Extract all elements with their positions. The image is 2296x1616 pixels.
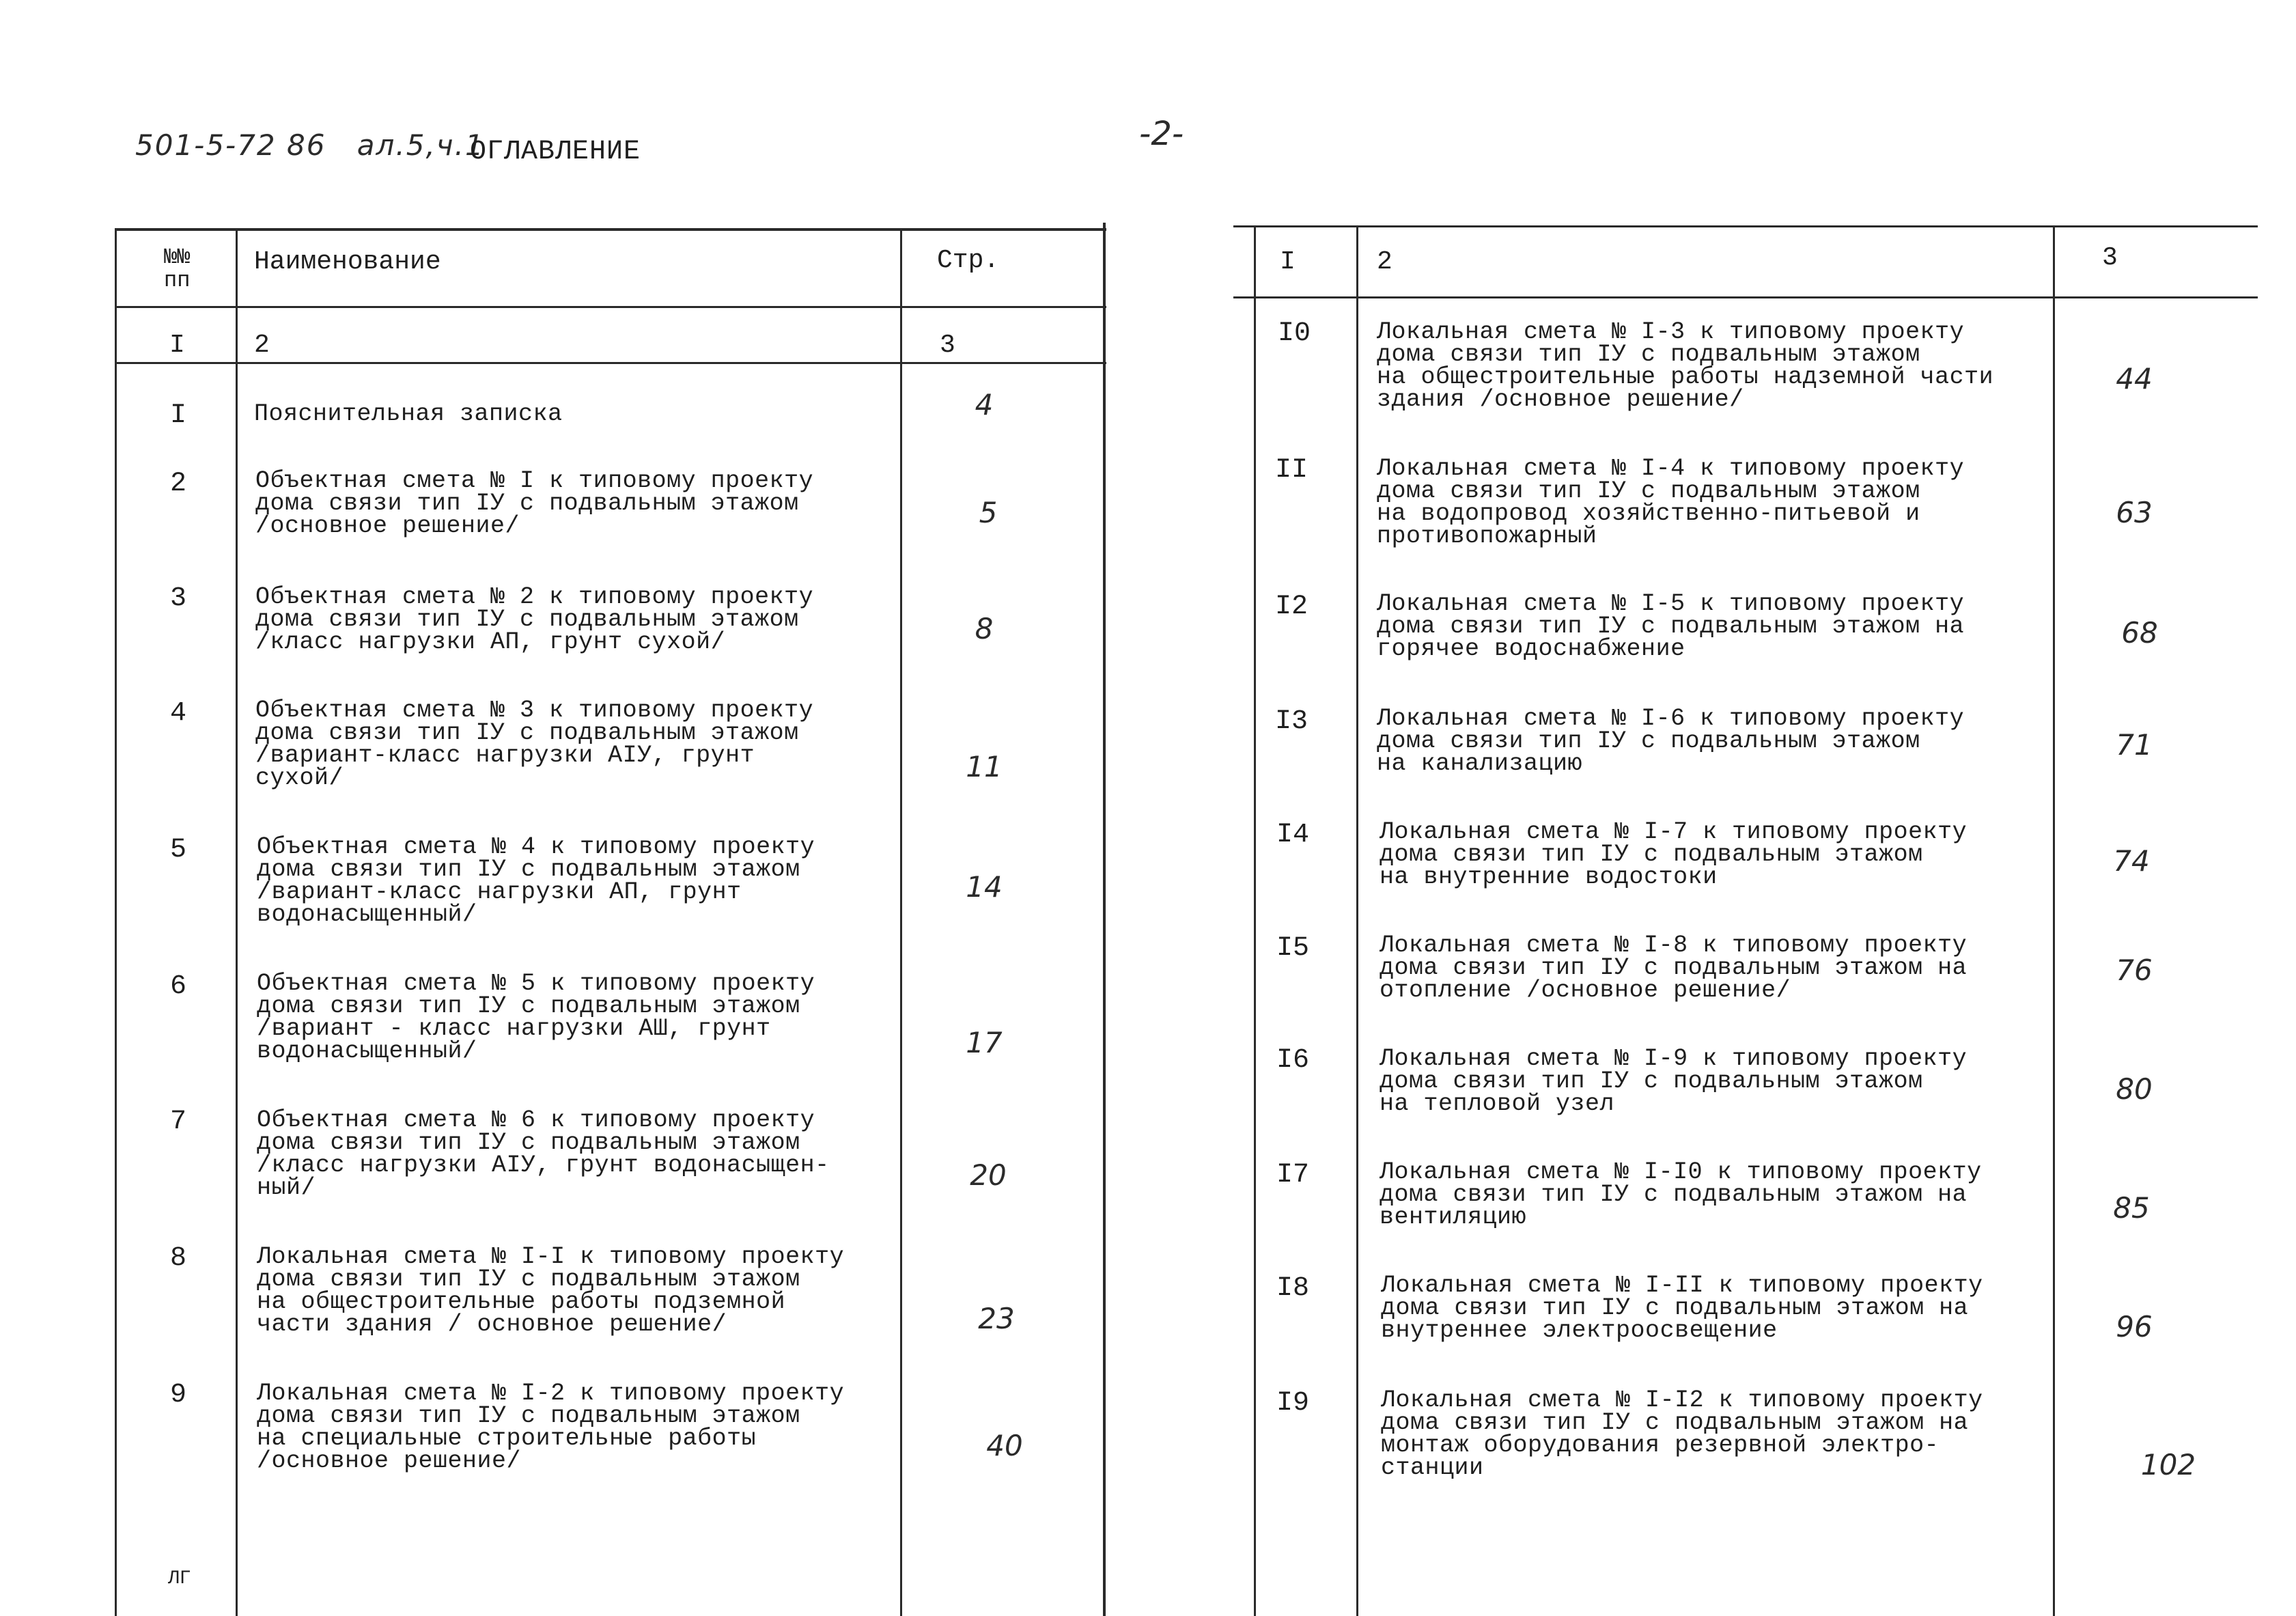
row-name: Локальная смета № I-I0 к типовому проекту дома связи тип IУ с подвальным этажом на вентиляцию [1380, 1158, 1982, 1231]
row-name: Объектная смета № 5 к типовому проекту дома связи тип IУ с подвальным этажом /вариант - класс нагрузки АШ, грунт водонасыщенный/ [257, 970, 815, 1065]
row-number: I7 [1276, 1160, 1309, 1190]
row-number: 3 [169, 583, 186, 614]
row-number: 5 [169, 835, 186, 865]
album-reference: ал.5,ч.1 [356, 128, 485, 162]
page-title: ОГЛАВЛЕНИЕ [470, 137, 641, 167]
right-col-header-num: I [1280, 247, 1296, 277]
left-table-colnum-rule [116, 362, 1106, 364]
row-page: 23 [978, 1302, 1015, 1335]
row-name: Объектная смета № 3 к типовому проекту дома связи тип IУ с подвальным этажом /вариант-класс нагрузки АIУ, грунт сухой/ [255, 697, 814, 792]
row-name: Локальная смета № I-2 к типовому проекту дома связи тип IУ с подвальным этажом на специальные строительные работы /основное решение/ [257, 1380, 845, 1475]
row-name: Объектная смета № I к типовому проекту дома связи тип IУ с подвальным этажом /основное решение/ [255, 467, 814, 540]
row-page: 68 [2121, 616, 2158, 650]
footer-mark: ЛГ [168, 1568, 191, 1589]
left-col-number-3: 3 [940, 331, 955, 360]
row-number: 6 [169, 971, 186, 1002]
row-page: 74 [2113, 844, 2150, 878]
row-page: 40 [986, 1429, 1023, 1462]
row-name: Локальная смета № I-4 к типовому проекту дома связи тип IУ с подвальным этажом на водопровод хозяйственно-питьевой и противопожарный [1377, 455, 1965, 550]
right-col-header-name: 2 [1377, 247, 1392, 277]
row-number: I0 [1277, 318, 1311, 349]
right-table-header-rule [1233, 296, 2258, 298]
row-page: 63 [2116, 496, 2153, 529]
row-name: Локальная смета № I-II к типовому проекту дома связи тип IУ с подвальным этажом на внутреннее электроосвещение [1381, 1272, 1983, 1344]
row-name: Локальная смета № I-3 к типовому проекту дома связи тип IУ с подвальным этажом на общестроительные работы надземной части здания /основное решение/ [1377, 318, 1994, 413]
left-table-col1-divider [236, 228, 238, 1616]
row-number: 9 [169, 1380, 186, 1410]
right-table-col1-divider [1356, 225, 1358, 1616]
row-page: 14 [966, 870, 1003, 904]
right-table-col2-divider [2053, 225, 2055, 1616]
row-number: I6 [1276, 1045, 1309, 1076]
left-table-col2-divider [900, 228, 902, 1616]
left-col-header-num: №№ пп [164, 245, 191, 293]
row-number: I8 [1276, 1273, 1309, 1304]
page-number: -2- [1139, 115, 1184, 153]
document-code-number: 501-5-72 86 [135, 128, 326, 162]
row-page: 20 [970, 1158, 1007, 1192]
left-col-number-1: I [169, 331, 185, 360]
row-number: 4 [169, 698, 186, 729]
row-name: Локальная смета № I-I2 к типовому проекту дома связи тип IУ с подвальным этажом на монтаж оборудования резервной электро- станции [1381, 1387, 1983, 1481]
row-page: 11 [966, 750, 1003, 783]
row-number: I4 [1276, 820, 1309, 850]
right-col-header-page: 3 [2102, 243, 2118, 273]
row-number: I2 [1274, 591, 1308, 622]
left-table-header-rule [116, 306, 1106, 308]
row-name: Локальная смета № I-9 к типовому проекту дома связи тип IУ с подвальным этажом на тепловой узел [1380, 1045, 1968, 1117]
row-name: Объектная смета № 6 к типовому проекту дома связи тип IУ с подвальным этажом /класс нагрузки АIУ, грунт водонасыщен- ный/ [257, 1106, 830, 1201]
row-number: 8 [169, 1243, 186, 1274]
row-name: Объектная смета № 4 к типовому проекту дома связи тип IУ с подвальным этажом /вариант-класс нагрузки АП, грунт водонасыщенный/ [257, 833, 815, 928]
document-code [135, 128, 485, 162]
row-page: 76 [2116, 953, 2153, 987]
right-table-top-rule [1233, 225, 2258, 227]
row-page: 96 [2116, 1310, 2153, 1343]
row-number: I9 [1276, 1388, 1309, 1419]
row-number: I3 [1274, 706, 1308, 737]
row-number: 7 [169, 1106, 186, 1137]
row-page: 44 [2116, 362, 2153, 395]
left-col-header-name: Наименование [254, 247, 441, 277]
row-name: Пояснительная записка [254, 400, 563, 428]
row-name: Объектная смета № 2 к типовому проекту дома связи тип IУ с подвальным этажом /класс нагрузки АП, грунт сухой/ [255, 583, 814, 656]
row-page: 102 [2140, 1448, 2196, 1481]
row-name: Локальная смета № I-7 к типовому проекту дома связи тип IУ с подвальным этажом на внутренние водостоки [1380, 818, 1968, 891]
row-name: Локальная смета № I-5 к типовому проекту дома связи тип IУ с подвальным этажом на горячее водоснабжение [1377, 590, 1965, 663]
row-page: 80 [2116, 1072, 2153, 1106]
left-table-top-rule [116, 228, 1106, 231]
row-number: 2 [169, 469, 186, 499]
row-name: Локальная смета № I-6 к типовому проекту дома связи тип IУ с подвальным этажом на канализацию [1377, 705, 1965, 777]
row-page: 71 [2116, 728, 2153, 762]
row-name: Локальная смета № I-I к типовому проекту дома связи тип IУ с подвальным этажом на общестроительные работы подземной части здания / основное решение/ [257, 1243, 845, 1338]
left-col-number-2: 2 [254, 331, 270, 360]
row-page: 85 [2113, 1191, 2150, 1225]
row-page: 4 [975, 388, 994, 421]
row-number: I [169, 400, 186, 431]
left-table-right-border [1103, 223, 1106, 1616]
row-page: 5 [979, 496, 998, 529]
left-col-header-page: Стр. [937, 246, 1000, 275]
row-name: Локальная смета № I-8 к типовому проекту дома связи тип IУ с подвальным этажом на отопление /основное решение/ [1380, 932, 1968, 1004]
left-table-left-border [115, 228, 117, 1616]
row-number: I5 [1276, 933, 1309, 964]
row-number: II [1274, 455, 1308, 486]
row-page: 8 [975, 612, 994, 645]
row-page: 17 [966, 1026, 1003, 1059]
